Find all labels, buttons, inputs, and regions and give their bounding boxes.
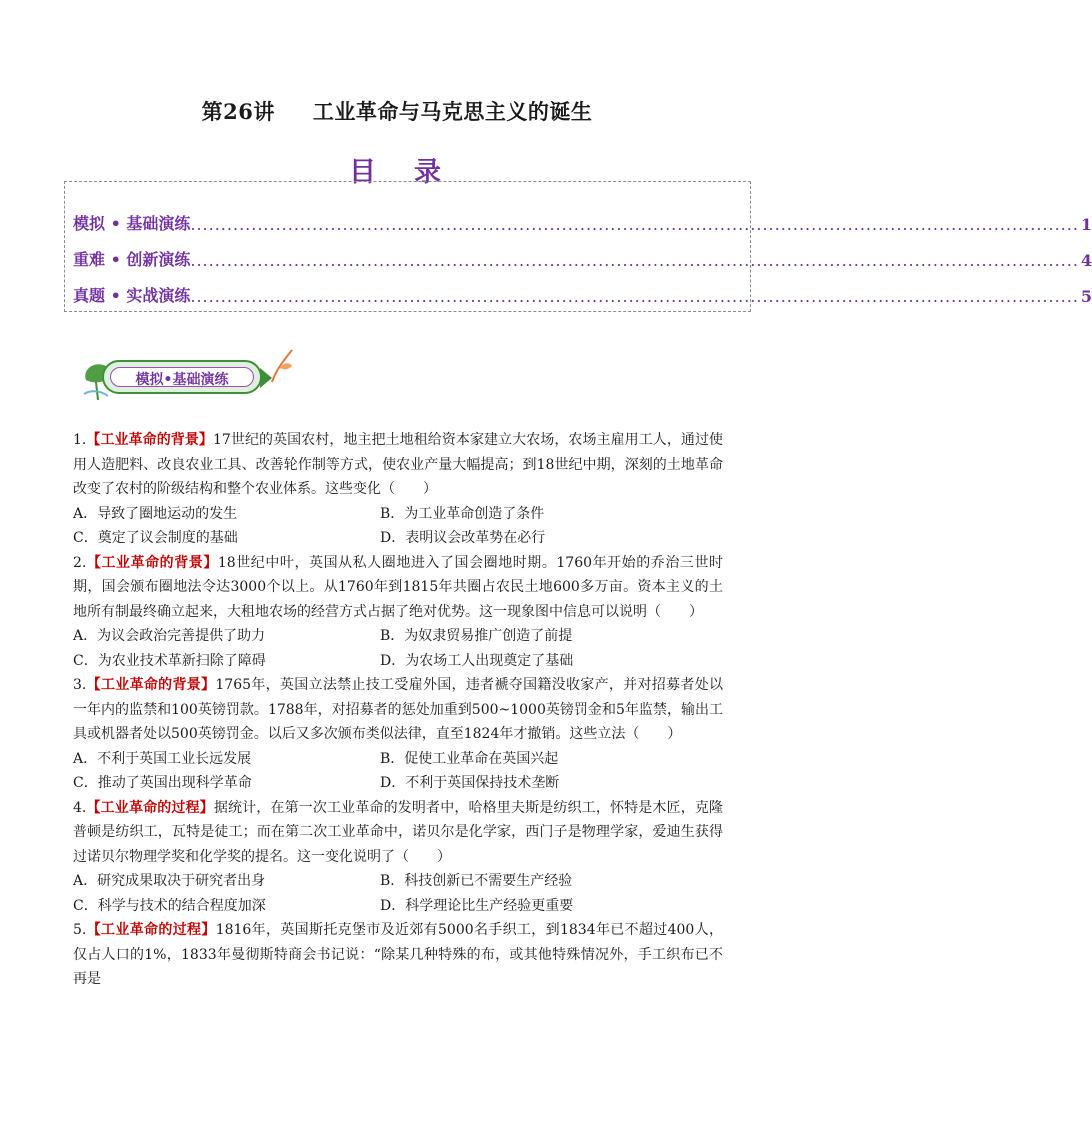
lesson-topic: 工业革命与马克思主义的诞生: [312, 99, 593, 124]
question-tag: 【工业革命的背景】: [86, 432, 213, 448]
option-d[interactable]: D．表明议会改革势在必行: [380, 530, 546, 546]
question-number: 5.: [73, 922, 87, 938]
question-stem: [73, 551, 723, 625]
question-4: [73, 796, 723, 919]
option-a[interactable]: A．导致了圈地运动的发生: [73, 505, 238, 522]
option-b[interactable]: B．为奴隶贸易推广创造了前提: [380, 628, 573, 644]
option-a[interactable]: A．为议会政治完善提供了助力: [73, 628, 266, 644]
question-3: [73, 673, 723, 796]
toc-heading-right: 录: [414, 157, 445, 188]
option-b[interactable]: B．促使工业革命在英国兴起: [380, 750, 559, 767]
toc-heading-left: 目: [349, 157, 380, 188]
toc-item-label: 真题 • 实战演练: [73, 286, 191, 305]
toc-item-label: 重难 • 创新演练: [73, 250, 191, 269]
toc-item-real-exam[interactable]: [73, 284, 1092, 306]
option-d[interactable]: D．不利于英国保持技术垄断: [380, 775, 560, 791]
table-of-contents: [64, 181, 1092, 312]
question-text: 17世纪的英国农村，地主把土地租给资本家建立大农场，农场主雇用工人，通过使用人造肥料、改良农业工具、改善轮作制等方式，使农业产量大幅提高；到18世纪中期，深刻的土地革命改变了农村的阶级结构和整个农业体系。这些变化（ ）: [73, 432, 724, 497]
option-c[interactable]: C．推动了英国出现科学革命: [73, 775, 252, 791]
option-c[interactable]: C．为农业技术革新扫除了障碍: [73, 652, 266, 669]
section-badge: [80, 346, 295, 402]
option-c[interactable]: C．科学与技术的结合程度加深: [73, 897, 266, 914]
option-b[interactable]: B．为工业革命创造了条件: [380, 505, 545, 522]
question-number: 4.: [73, 799, 87, 816]
question-2: [73, 551, 723, 674]
toc-item-page: 4: [1080, 251, 1092, 270]
question-1: [73, 428, 723, 551]
question-stem: [73, 796, 723, 870]
option-d[interactable]: D．为农场工人出现奠定了基础: [380, 652, 574, 669]
toc-item-basic[interactable]: [73, 212, 1092, 234]
question-text: 18世纪中叶，英国从私人圈地进入了国会圈地时期。1760年开始的乔治三世时期，国会颁布圈地法令达3000个以上。从1760年到1815年共圈占农民土地600多万亩。资本主义的土地所有制最终确立起来，大租地农场的经营方式占据了绝对优势。这一现象图中信息可以说明（ ）: [73, 554, 723, 620]
toc-item-page: 5: [1080, 287, 1092, 306]
toc-item-label: 模拟 • 基础演练: [73, 214, 191, 233]
question-tag: 【工业革命的背景】: [86, 554, 218, 571]
question-text: 1765年，英国立法禁止技工受雇外国，违者褫夺国籍没收家产，并对招募者处以一年内的监禁和100英镑罚款。1788年，对招募者的惩处加重到500~1000英镑罚金和5年监禁，输出工具或机器者处以500英镑罚金。以后又多次颁布类似法律，直至1824年才撤销。这些立法（ ）: [73, 677, 723, 742]
question-5: [73, 918, 723, 992]
question-number: 3.: [73, 677, 87, 693]
question-tag: 【工业革命的过程】: [86, 799, 214, 816]
question-stem: [73, 428, 723, 502]
toc-item-innovation[interactable]: [73, 248, 1092, 270]
question-number: 2.: [73, 554, 87, 571]
question-list: [73, 428, 723, 992]
badge-pill: [102, 360, 262, 394]
question-text: 据统计，在第一次工业革命的发明者中，哈格里夫斯是纺织工，怀特是木匠，克隆普顿是纺织工，瓦特是徒工；而在第二次工业革命中，诺贝尔是化学家，西门子是物理学家，爱迪生获得过诺贝尔物理学奖和化学奖的提名。这一变化说明了（ ）: [73, 799, 724, 865]
option-d[interactable]: D．科学理论比生产经验更重要: [380, 897, 574, 914]
badge-label: 模拟•基础演练: [135, 372, 229, 388]
question-stem: [73, 673, 723, 747]
toc-leader-dots: ..................................................................................................................................................: [190, 215, 1079, 234]
lesson-number: 第26讲: [201, 99, 275, 124]
question-tag: 【工业革命的过程】: [86, 922, 216, 938]
option-a[interactable]: A．研究成果取决于研究者出身: [73, 873, 266, 889]
option-c[interactable]: C．奠定了议会制度的基础: [73, 530, 238, 546]
toc-leader-dots: ..................................................................................................................................................: [190, 287, 1079, 306]
option-b[interactable]: B．科技创新已不需要生产经验: [380, 873, 573, 889]
question-text: 1816年，英国斯托克堡市及近郊有5000名手织工，到1834年已不超过400人，仅占人口的1%，1833年曼彻斯特商会书记说：“除某几种特殊的布，或其他特殊情况外，手工织布已不再是: [73, 922, 723, 987]
toc-leader-dots: ..................................................................................................................................................: [190, 251, 1079, 270]
toc-item-page: 1: [1080, 215, 1092, 234]
question-stem: [73, 918, 723, 992]
question-tag: 【工业革命的背景】: [86, 677, 216, 693]
option-a[interactable]: A．不利于英国工业长远发展: [73, 750, 252, 767]
leaf-sprig-icon: [266, 346, 296, 386]
page-title: [0, 96, 794, 126]
question-number: 1.: [73, 432, 87, 448]
